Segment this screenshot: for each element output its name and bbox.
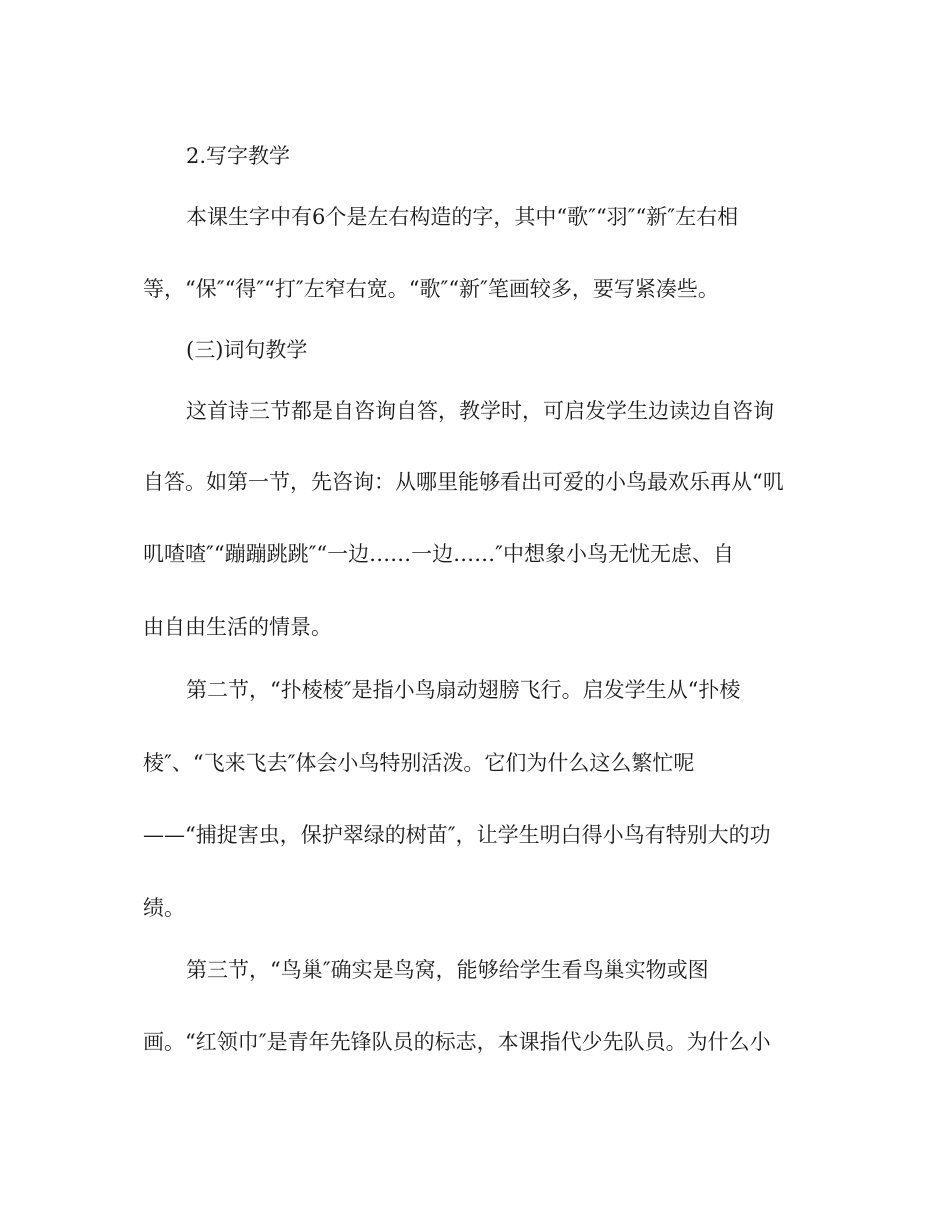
- section-heading-writing: 2.写字教学: [186, 144, 291, 168]
- section-heading-sentences: (三)词句教学: [186, 338, 308, 362]
- paragraph-line: 等，“保″“得″“打″左窄右宽。“歌″“新″笔画较多，要写紧凑些。: [143, 277, 719, 301]
- paragraph-line: 叽喳喳″“蹦蹦跳跳″“一边……一边……″中想象小鸟无忧无虑、自: [143, 542, 735, 566]
- paragraph-line: 由自由生活的情景。: [143, 615, 332, 639]
- paragraph-line: 第三节，“鸟巢″确实是鸟窝，能够给学生看鸟巢实物或图: [186, 958, 709, 982]
- paragraph-line: ——“捕捉害虫，保护翠绿的树苗″，让学生明白得小鸟有特别大的功: [143, 823, 771, 847]
- paragraph-line: 这首诗三节都是自咨询自答，教学时，可启发学生边读边自咨询: [186, 399, 774, 423]
- paragraph-line: 第二节，“扑棱棱″是指小鸟扇动翅膀飞行。启发学生从“扑棱: [186, 678, 741, 702]
- paragraph-line: 棱″、“飞来飞去″体会小鸟特别活泼。它们为什么这么繁忙呢: [143, 751, 695, 775]
- paragraph-line: 自答。如第一节，先咨询：从哪里能够看出可爱的小鸟最欢乐再从“叽: [143, 470, 784, 494]
- paragraph-line: 绩。: [143, 896, 185, 920]
- paragraph-line: 画。“红领巾″是青年先锋队员的标志，本课指代少先队员。为什么小: [143, 1030, 771, 1054]
- paragraph-line: 本课生字中有6个是左右构造的字，其中“歌″“羽″“新″左右相: [186, 205, 739, 229]
